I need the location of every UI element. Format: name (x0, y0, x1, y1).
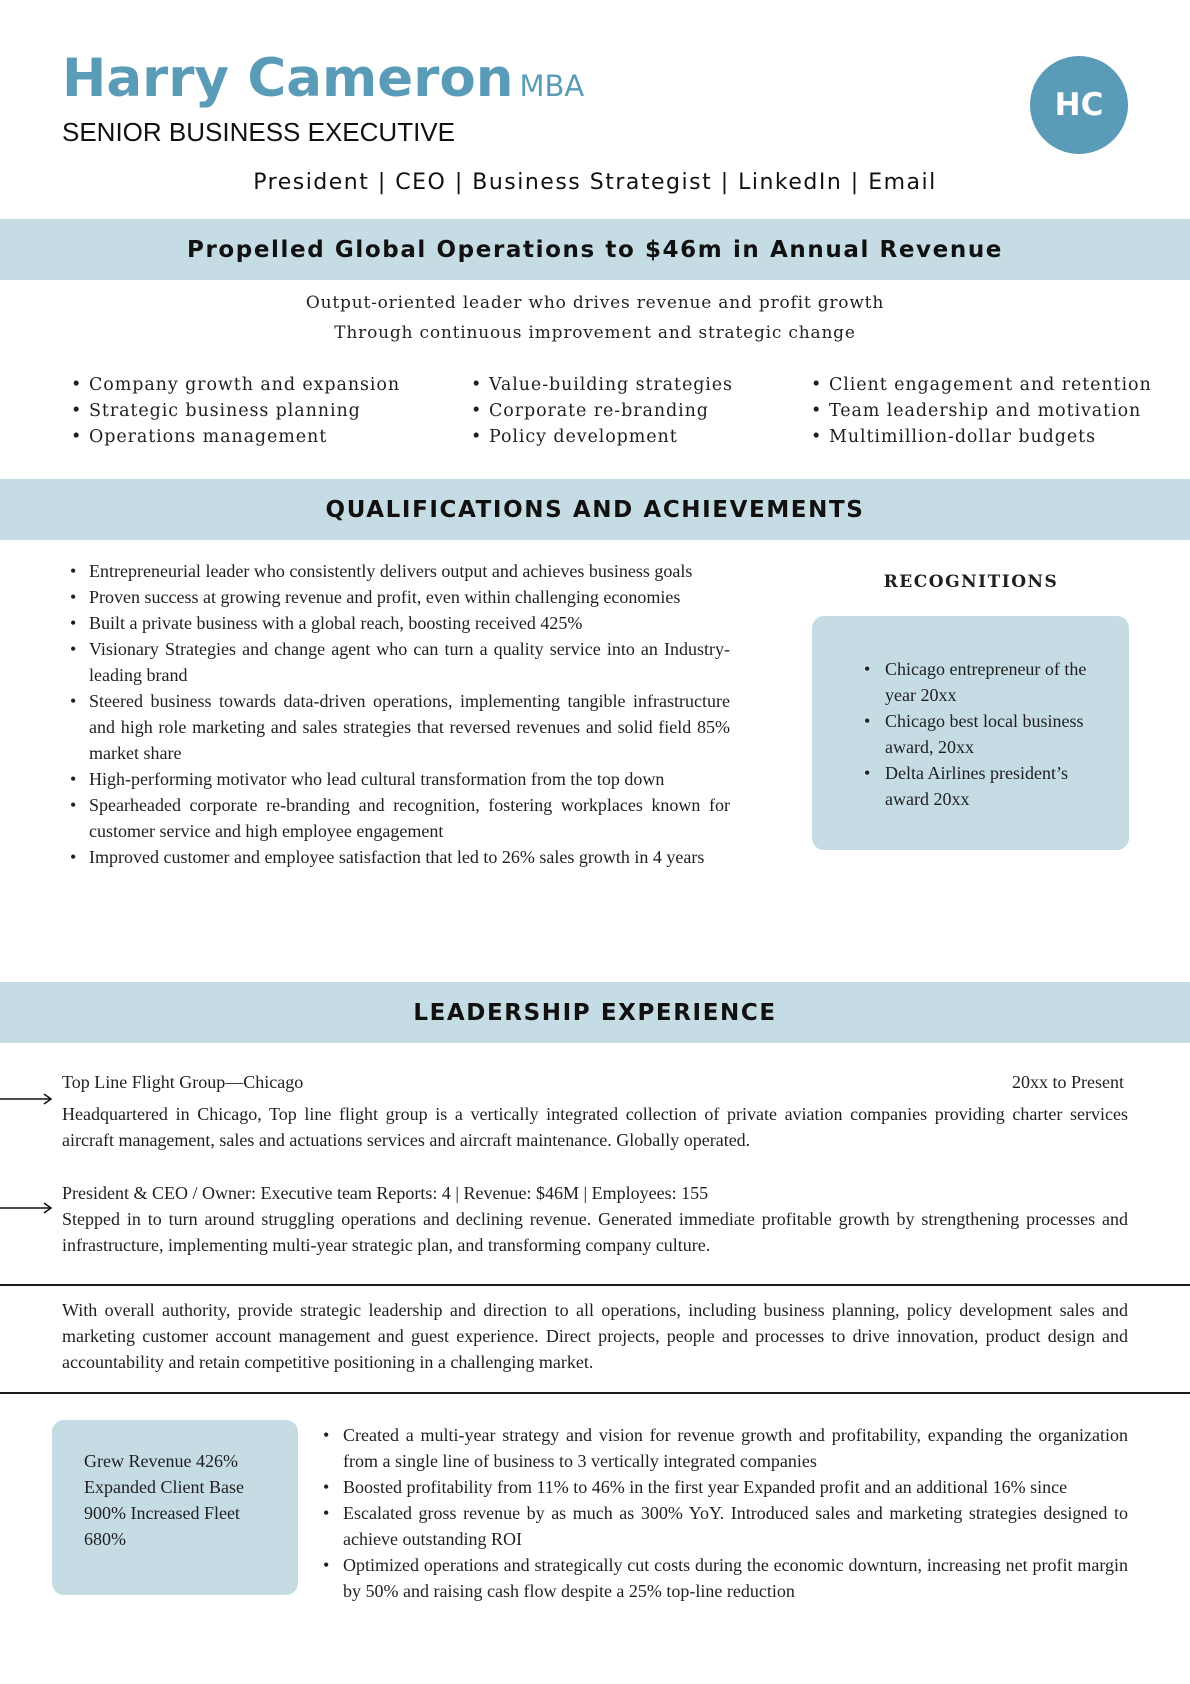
metrics-text: Grew Revenue 426% Expanded Client Base 900% Increased Fleet 680% (84, 1451, 244, 1549)
qualification-item: • Entrepreneurial leader who consistently delivers output and achieves business goals (62, 558, 730, 584)
skill-item: • Multimillion-dollar budgets (829, 424, 1152, 450)
achievement-item: • Boosted profitability from 11% to 46% in the first year Expanded profit and an additional 16% since (318, 1474, 1128, 1500)
achievement-item: • Escalated gross revenue by as much as 300% YoY. Introduced sales and marketing strategies designed to achieve outstanding ROI (318, 1500, 1128, 1552)
skill-item: • Team leadership and motivation (829, 398, 1152, 424)
employment-dates: 20xx to Present (1012, 1072, 1124, 1092)
credential: MBA (519, 69, 585, 103)
qualifications-heading-band (0, 479, 1190, 540)
qualification-item: • Improved customer and employee satisfaction that led to 26% sales growth in 4 years (62, 844, 730, 870)
candidate-name-text: Harry Cameron (62, 48, 514, 109)
job-title: SENIOR BUSINESS EXECUTIVE (62, 117, 455, 147)
skills-column-2 (489, 372, 733, 450)
achievements-list (318, 1422, 1128, 1604)
role-line: President & CEO / Owner: Executive team Reports: 4 | Revenue: $46M | Employees: 155 (62, 1183, 709, 1203)
metrics-box (52, 1420, 298, 1595)
skill-item: • Client engagement and retention (829, 372, 1152, 398)
skill-item: • Strategic business planning (89, 398, 400, 424)
qualification-item: • Visionary Strategies and change agent who can turn a quality service into an Industry-leading brand (62, 636, 730, 688)
tagline-line-2: Through continuous improvement and strategic change (334, 323, 856, 343)
skill-item: • Corporate re-branding (489, 398, 733, 424)
role-description: Stepped in to turn around struggling operations and declining revenue. Generated immediate profitable growth by strengthening processes and infrastructure, implementing multi-year strategic plan, and transforming company culture. (62, 1209, 1128, 1255)
authority-paragraph: With overall authority, provide strategic leadership and direction to all operations, including business planning, policy development sales and marketing customer account management and guest experience. Direct projects, people and processes to drive innovation, product design and accountability and retain competitive positioning in a challenging market. (62, 1300, 1128, 1372)
headline-text: Propelled Global Operations to $46m in Annual Revenue (186, 236, 1003, 263)
recognitions-heading: RECOGNITIONS (883, 572, 1059, 592)
qualifications-list (62, 558, 730, 870)
skills-column-1 (89, 372, 400, 450)
recognition-item: • Chicago entrepreneur of the year 20xx (862, 656, 1102, 708)
qualification-item: • Steered business towards data-driven operations, implementing tangible infrastructure and high role marketing and sales strategies that reversed revenues and solid field 85% market share (62, 688, 730, 766)
contact-line: President | CEO | Business Strategist | LinkedIn | Email (253, 170, 937, 195)
recognition-item: • Chicago best local business award, 20xx (862, 708, 1102, 760)
experience-heading: LEADERSHIP EXPERIENCE (413, 999, 777, 1026)
qualification-item: • Spearheaded corporate re-branding and recognition, fostering workplaces known for customer service and high employee engagement (62, 792, 730, 844)
recognitions-list (862, 656, 1102, 812)
skill-item: • Company growth and expansion (89, 372, 400, 398)
arrow-right-icon (0, 1091, 54, 1107)
divider (0, 1284, 1190, 1286)
headline-banner (0, 219, 1190, 280)
company-name: Top Line Flight Group—Chicago (62, 1072, 304, 1092)
achievement-item: • Optimized operations and strategically cut costs during the economic downturn, increasing net profit margin by 50% and raising cash flow despite a 25% top-line reduction (318, 1552, 1128, 1604)
qualification-item: • Proven success at growing revenue and profit, even within challenging economies (62, 584, 730, 610)
candidate-name (62, 48, 584, 109)
company-description: Headquartered in Chicago, Top line flight group is a vertically integrated collection of private aviation companies providing charter services aircraft management, sales and actuations services and aircraft maintenance. Globally operated. (62, 1104, 1128, 1150)
recognitions-box (812, 616, 1129, 850)
tagline-line-1: Output-oriented leader who drives revenue and profit growth (305, 293, 885, 313)
recognition-item: • Delta Airlines president’s award 20xx (862, 760, 1102, 812)
experience-heading-band (0, 982, 1190, 1043)
arrow-right-icon (0, 1200, 54, 1216)
skill-item: • Operations management (89, 424, 400, 450)
qualifications-heading: QUALIFICATIONS AND ACHIEVEMENTS (325, 496, 865, 523)
qualification-item: • Built a private business with a global reach, boosting received 425% (62, 610, 730, 636)
skills-column-3 (829, 372, 1152, 450)
qualification-item: • High-performing motivator who lead cultural transformation from the top down (62, 766, 730, 792)
initials-avatar: HC (1030, 56, 1128, 154)
skill-item: • Value-building strategies (489, 372, 733, 398)
divider (0, 1392, 1190, 1394)
skill-item: • Policy development (489, 424, 733, 450)
achievement-item: • Created a multi-year strategy and vision for revenue growth and profitability, expanding the organization from a single line of business to 3 vertically integrated companies (318, 1422, 1128, 1474)
